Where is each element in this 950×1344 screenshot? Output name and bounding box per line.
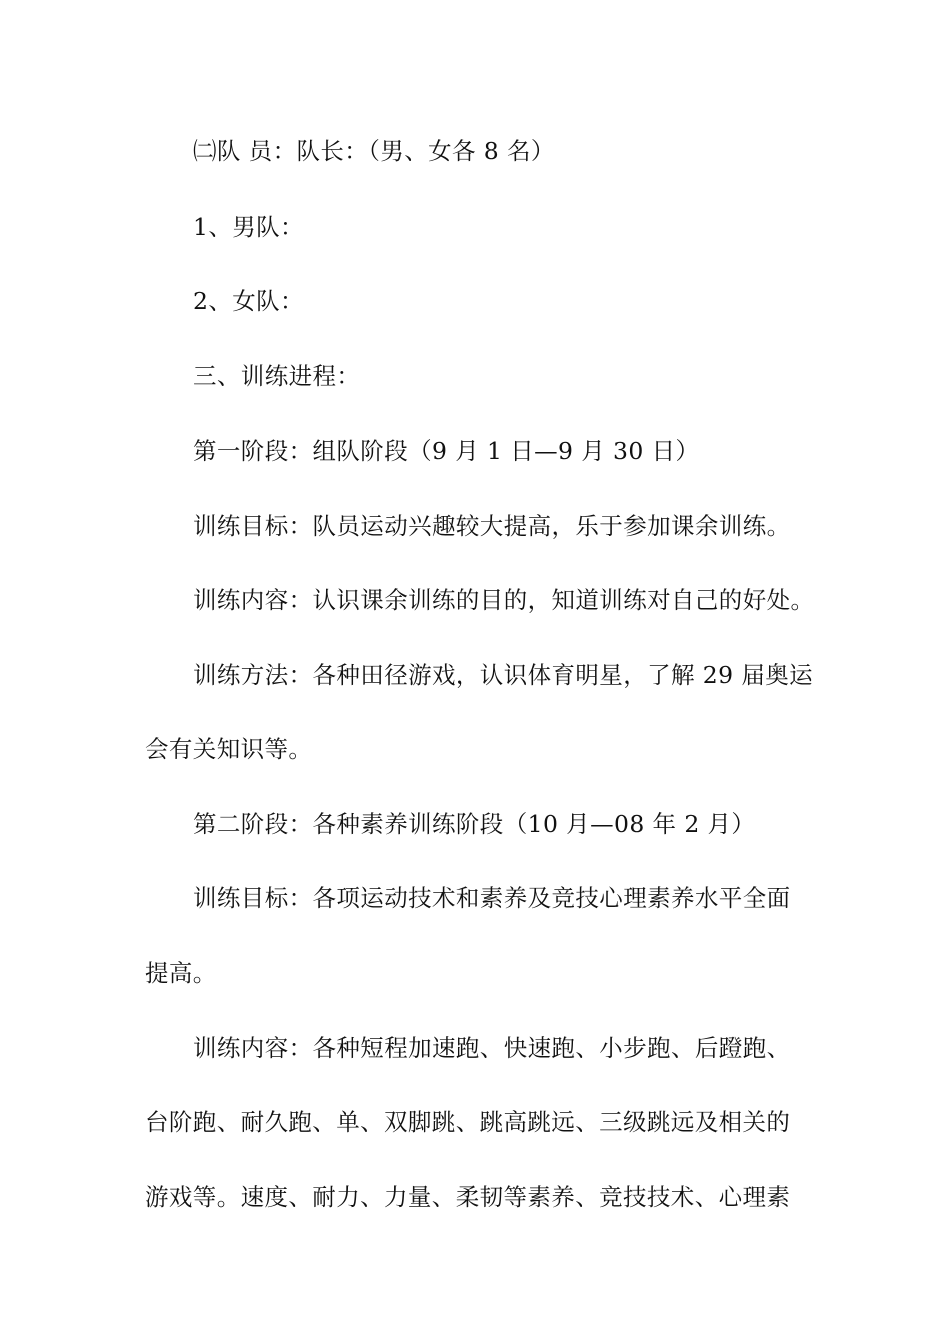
section-heading-training-process: 三、训练进程： <box>193 362 361 390</box>
text-line-phase-one-method: 训练方法：各种田径游戏，认识体育明星，了解 29 届奥运 <box>193 661 814 689</box>
text-line-women-team: 2、女队： <box>193 287 304 315</box>
text-line-phase-two-goal: 训练目标：各项运动技术和素养及竞技心理素养水平全面 <box>193 884 791 912</box>
text-line-phase-two: 第二阶段：各种素养训练阶段（10 月—08 年 2 月） <box>193 810 756 838</box>
text-line-phase-two-content-cont1: 台阶跑、耐久跑、单、双脚跳、跳高跳远、三级跳远及相关的 <box>145 1108 791 1136</box>
text-line-team-members: ㈡队 员：队长：（男、女各 8 名） <box>193 137 555 165</box>
text-line-phase-two-content-cont2: 游戏等。速度、耐力、力量、柔韧等素养、竞技技术、心理素 <box>145 1183 791 1211</box>
text-line-phase-one-goal: 训练目标：队员运动兴趣较大提高，乐于参加课余训练。 <box>193 512 791 540</box>
text-line-men-team: 1、男队： <box>193 213 304 241</box>
text-line-phase-two-goal-cont: 提高。 <box>145 959 217 987</box>
text-line-phase-two-content: 训练内容：各种短程加速跑、快速跑、小步跑、后蹬跑、 <box>193 1034 791 1062</box>
text-line-phase-one-content: 训练内容：认识课余训练的目的，知道训练对自己的好处。 <box>193 586 815 614</box>
text-line-phase-one: 第一阶段：组队阶段（9 月 1 日—9 月 30 日） <box>193 437 700 465</box>
text-line-phase-one-method-cont: 会有关知识等。 <box>145 735 313 763</box>
